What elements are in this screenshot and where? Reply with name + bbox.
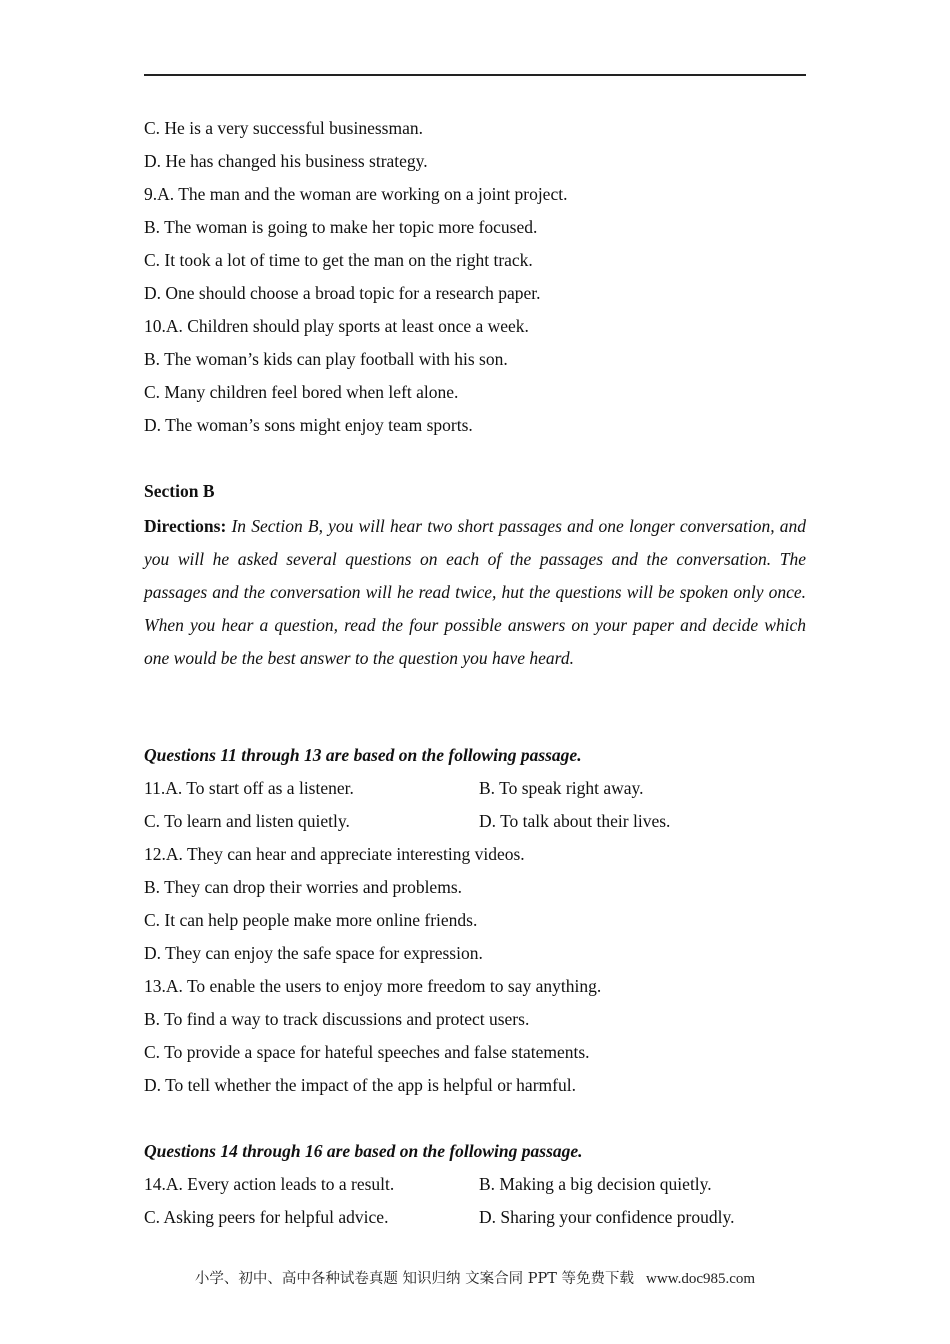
footer-text: 小学、初中、高中各种试卷真题 知识归纳 文案合同 PPT 等免费下载 — [194, 1271, 635, 1287]
q11-option-d: D. To talk about their lives. — [479, 811, 671, 831]
q11-option-a: 11.A. To start off as a listener. — [144, 778, 354, 798]
q12-option-a: 12.A. They can hear and appreciate interesting videos. — [144, 844, 525, 864]
q12-option-d: D. They can enjoy the safe space for expression. — [144, 943, 483, 963]
footer-url[interactable]: www.doc985.com — [646, 1271, 756, 1287]
q9-option-b: B. The woman is going to make her topic more focused. — [144, 217, 538, 237]
q11-option-b: B. To speak right away. — [479, 778, 644, 798]
q14-row-2 — [144, 1207, 735, 1227]
section-b-directions — [144, 510, 806, 675]
q14-option-c: C. Asking peers for helpful advice. — [144, 1207, 389, 1227]
q10-option-b: B. The woman’s kids can play football with his son. — [144, 349, 508, 369]
q12-option-c: C. It can help people make more online friends. — [144, 910, 478, 930]
section-b-title: Section B — [144, 481, 215, 501]
page-footer — [0, 1267, 950, 1288]
q11-row-1 — [144, 778, 644, 798]
directions-text: In Section B, you will hear two short passages and one longer conversation, and you will he asked several questions on each of the passages and the conversation. The passages and the conversation will he read twice, hut the questions will be spoken only once. When you hear a question, read the four possible answers on your paper and decide which one would be the best answer to the question you have heard. — [144, 516, 807, 668]
q8-option-d: D. He has changed his business strategy. — [144, 151, 428, 171]
q12-option-b: B. They can drop their worries and problems. — [144, 877, 462, 897]
q10-option-d: D. The woman’s sons might enjoy team sports. — [144, 415, 473, 435]
q8-option-c: C. He is a very successful businessman. — [144, 118, 423, 138]
q14-option-a: 14.A. Every action leads to a result. — [144, 1174, 395, 1194]
header-rule — [144, 74, 806, 76]
q11-option-c: C. To learn and listen quietly. — [144, 811, 350, 831]
q13-option-b: B. To find a way to track discussions and protect users. — [144, 1009, 530, 1029]
q13-option-c: C. To provide a space for hateful speeches and false statements. — [144, 1042, 590, 1062]
q10-option-c: C. Many children feel bored when left alone. — [144, 382, 459, 402]
q13-option-a: 13.A. To enable the users to enjoy more freedom to say anything. — [144, 976, 602, 996]
q9-option-c: C. It took a lot of time to get the man on the right track. — [144, 250, 533, 270]
q9-option-a: 9.A. The man and the woman are working on a joint project. — [144, 184, 568, 204]
q14-option-d: D. Sharing your confidence proudly. — [479, 1207, 735, 1227]
q9-option-d: D. One should choose a broad topic for a research paper. — [144, 283, 541, 303]
q13-option-d: D. To tell whether the impact of the app is helpful or harmful. — [144, 1075, 576, 1095]
group2-heading: Questions 14 through 16 are based on the following passage. — [144, 1141, 583, 1161]
q10-option-a: 10.A. Children should play sports at least once a week. — [144, 316, 529, 336]
q14-option-b: B. Making a big decision quietly. — [479, 1174, 712, 1194]
directions-label: Directions: — [144, 516, 227, 536]
q11-row-2 — [144, 811, 671, 831]
group1-heading: Questions 11 through 13 are based on the following passage. — [144, 745, 582, 765]
q14-row-1 — [144, 1174, 712, 1194]
